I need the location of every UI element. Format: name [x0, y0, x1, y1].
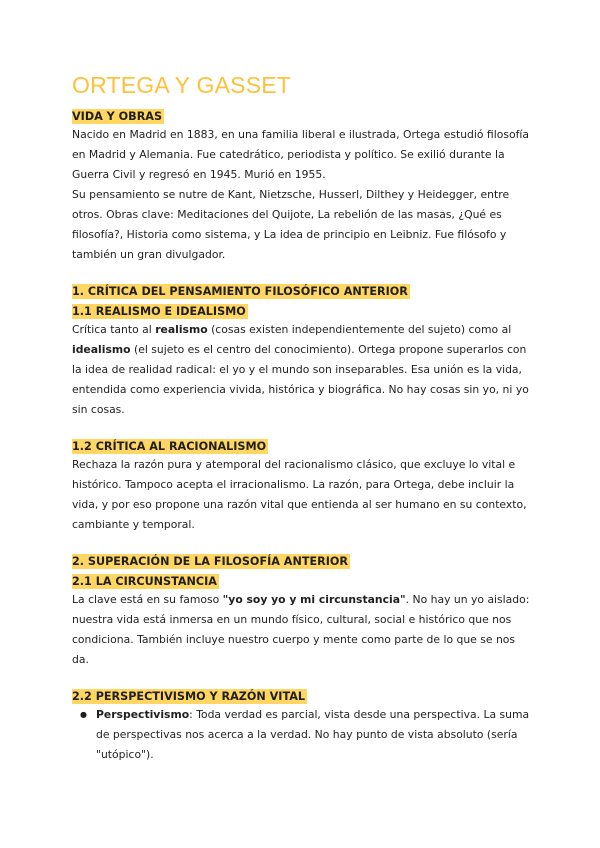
heading-label: 1.2 CRÍTICA AL RACIONALISMO [72, 440, 267, 453]
subsection-heading-2-2 [72, 685, 532, 705]
section-heading-vida [72, 105, 532, 125]
section-heading-1 [72, 280, 532, 300]
heading-label: 2.2 PERSPECTIVISMO Y RAZÓN VITAL [72, 690, 306, 703]
paragraph: Su pensamiento se nutre de Kant, Nietzsche, Husserl, Dilthey y Heidegger, entre otros. Obras clave: Meditaciones del Quijote, La rebelión de las masas, ¿Qué es filosofía?, Historia como sistema, y La idea de principio en Leibniz. Fue filósofo y también un gran divulgador. [72, 188, 510, 261]
document-page [72, 72, 532, 765]
list-item [96, 705, 532, 765]
bold-term: Perspectivismo [96, 708, 190, 721]
bold-term: "yo soy yo y mi circunstancia" [222, 593, 406, 606]
section-heading-2 [72, 550, 532, 570]
heading-label: 2. SUPERACIÓN DE LA FILOSOFÍA ANTERIOR [72, 555, 348, 568]
heading-label: 2.1 LA CIRCUNSTANCIA [72, 575, 217, 588]
text-run: (el sujeto es el centro del conocimiento). Ortega propone superarlos con la idea de realidad radical: el yo y el mundo son inseparables. Esa unión es la vida, entendida como experiencia vivida, histórica y biográfica. No hay cosas sin yo, ni yo sin cosas. [72, 343, 529, 416]
text-run: La clave está en su famoso [72, 593, 223, 606]
heading-label: 1. CRÍTICA DEL PENSAMIENTO FILOSÓFICO ANTERIOR [72, 285, 408, 298]
heading-label: 1.1 REALISMO E IDEALISMO [72, 305, 246, 318]
subsection-heading-1-1 [72, 300, 532, 320]
page-title: ORTEGA Y GASSET [72, 72, 292, 98]
bold-term: idealismo [72, 343, 131, 356]
paragraph [72, 590, 532, 670]
subsection-heading-1-2 [72, 435, 532, 455]
paragraph: Nacido en Madrid en 1883, en una familia liberal e ilustrada, Ortega estudió filosofía en Madrid y Alemania. Fue catedrático, periodista y político. Se exilió durante la Guerra Civil y regresó en 1945. Murió en 1955. [72, 128, 529, 181]
bold-term: realismo [155, 323, 208, 336]
subsection-heading-2-1 [72, 570, 532, 590]
text-run: Crítica tanto al [72, 323, 156, 336]
text-run: . No hay un yo aislado: nuestra vida está inmersa en un mundo físico, cultural, social e histórico que nos condiciona. También incluye nuestro cuerpo y mente como parte de lo que se nos da. [72, 593, 530, 666]
text-run: : Toda verdad es parcial, vista desde una perspectiva. La suma de perspectivas nos acerca a la verdad. No hay punto de vista absoluto (sería "utópico"). [96, 708, 530, 761]
text-run: (cosas existen independientemente del sujeto) como al [207, 323, 512, 336]
paragraph: Rechaza la razón pura y atemporal del racionalismo clásico, que excluye lo vital e histórico. Tampoco acepta el irracionalismo. La razón, para Ortega, debe incluir la vida, y por eso propone una razón vital que entienda al ser humano en su contexto, cambiante y temporal. [72, 458, 527, 531]
bullet-list [72, 705, 532, 765]
heading-label: VIDA Y OBRAS [72, 110, 163, 123]
paragraph [72, 320, 532, 420]
